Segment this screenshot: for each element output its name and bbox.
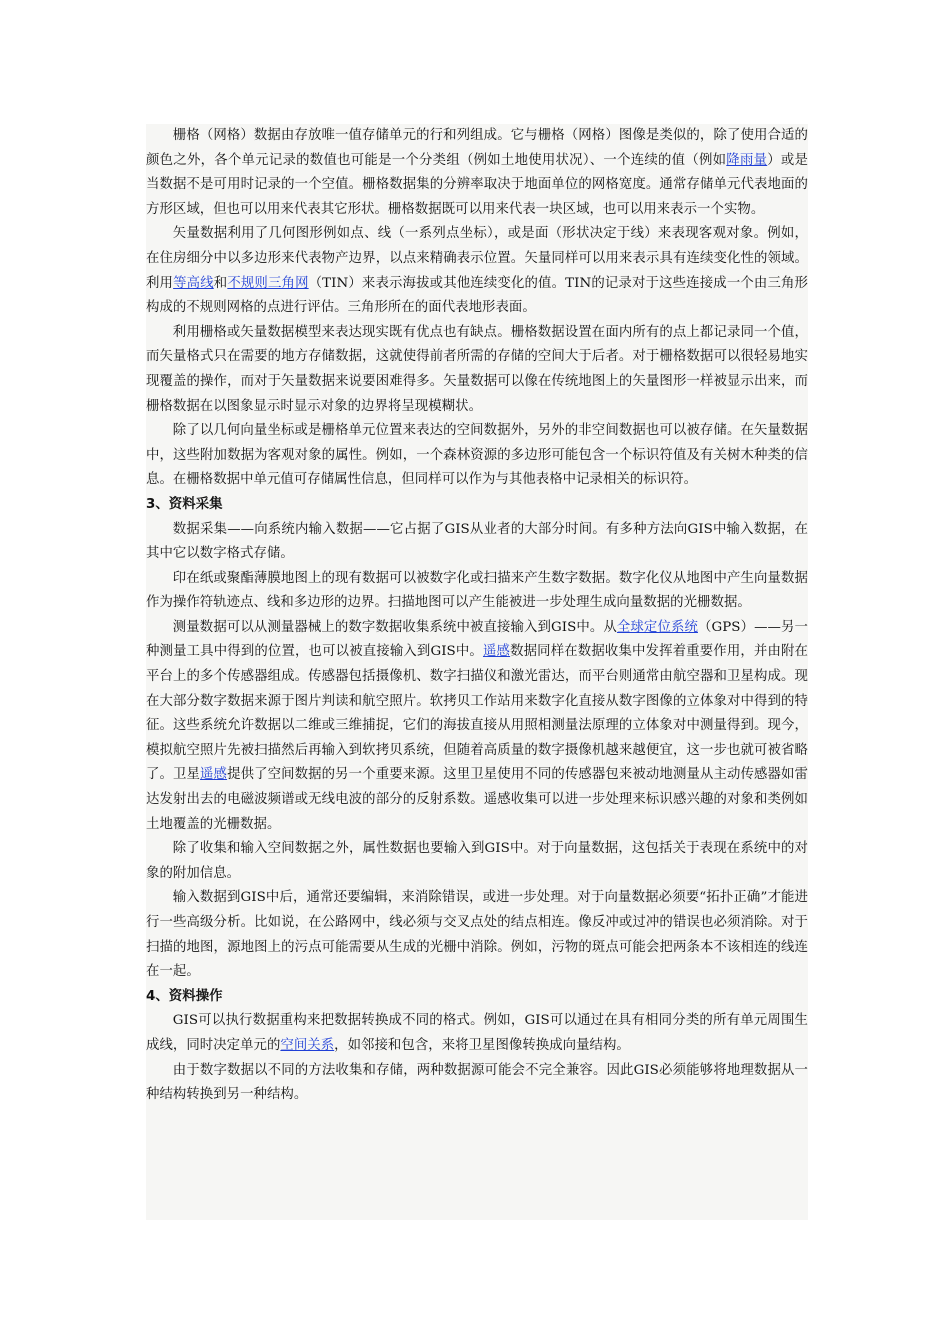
document-page [146,124,808,1220]
text: （GPS）——另一种测量工具中得到的位置，也可以被直接输入到GIS中。 [146,619,808,660]
text: ）或是当数据不是可用时记录的一个空值。栅格数据集的分辨率取决于地面单位的网格宽度。通常存储单元代表地面的方形区域，但也可以用来代表其它形状。栅格数据既可以用来代表一块区域，也可以用来表示一个实物。 [146,152,808,217]
link-gps[interactable]: 全球定位系统 [616,619,698,635]
text: 测量数据可以从测量器械上的数字数据收集系统中被直接输入到GIS中。从 [172,619,617,635]
text: GIS可以执行数据重构来把数据转换成不同的格式。例如，GIS可以通过在具有相同分类的所有单元周围生成线，同时决定单元的 [146,1013,808,1053]
link-spatial-relation[interactable]: 空间关系 [280,1037,335,1053]
paragraph-vector [146,222,808,320]
text: 栅格（网格）数据由存放唯一值存储单元的行和列组成。它与栅格（网格）图像是类似的，除了使用合适的颜色之外，各个单元记录的数值也可能是一个分类组（例如土地使用状况）、一个连续的值（例如 [146,128,808,168]
paragraph-non-spatial: 除了以几何向量坐标或是栅格单元位置来表达的空间数据外，另外的非空间数据也可以被存储。在矢量数据中，这些附加数据为客观对象的属性。例如，一个森林资源的多边形可能包含一个标识符值及有关树木种类的信息。在栅格数据中单元值可存储属性信息，但同样可以作为与其他表格中记录相关的标识符。 [146,423,808,488]
document-body [146,124,808,1108]
link-rainfall[interactable]: 降雨量 [726,152,768,168]
text: 数据同样在数据收集中发挥着重要作用，并由附在平台上的多个传感器组成。传感器包括摄像机、数字扫描仪和激光雷达，而平台则通常由航空器和卫星构成。现在大部分数字数据来源于图片判读和航空照片。软拷贝工作站用来数字化直接从数字图像的立体象对中得到的特征。这些系统允许数据以二维或三维捕捉，它们的海拔直接从用照相测量法原理的立体象对中测量得到。现今，模拟航空照片先被扫描然后再输入到软拷贝系统，但随着高质量的数字摄像机越来越便宜，这一步也就可被省略了。卫星 [146,644,808,783]
paragraph-conversion: 由于数字数据以不同的方法收集和存储，两种数据源可能会不完全兼容。因此GIS必须能够将地理数据从一种结构转换到另一种结构。 [146,1062,808,1103]
link-contour[interactable]: 等高线 [173,275,214,291]
paragraph-capture-intro: 数据采集——向系统内输入数据——它占据了GIS从业者的大部分时间。有多种方法向GIS中输入数据，在其中它以数字格式存储。 [146,521,808,562]
paragraph-editing: 输入数据到GIS中后，通常还要编辑，来消除错误，或进一步处理。对于向量数据必须要“拓扑正确”才能进行一些高级分析。比如说，在公路网中，线必须与交叉点处的结点相连。像反冲或过冲的错误也必须消除。对于扫描的地图，源地图上的污点可能需要从生成的光栅中消除。例如，污物的斑点可能会把两条本不该相连的线连在一起。 [146,890,808,980]
link-remote-sensing[interactable]: 遥感 [482,644,511,660]
section-heading-data-manipulation: 4、资料操作 [146,988,223,1004]
section-heading-data-capture: 3、资料采集 [146,496,223,512]
text: 和 [213,275,228,291]
text: 提供了空间数据的另一个重要来源。这里卫星使用不同的传感器包来被动地测量从主动传感器如雷达发射出去的电磁波频谱或无线电波的部分的反射系数。遥感收集可以进一步处理来标识感兴趣的对象和类例如土地覆盖的光栅数据。 [146,767,808,832]
text: ，如邻接和包含，来将卫星图像转换成向量结构。 [334,1037,630,1053]
paragraph-pros-cons: 利用栅格或矢量数据模型来表达现实既有优点也有缺点。栅格数据设置在面内所有的点上都记录同一个值，而矢量格式只在需要的地方存储数据，这就使得前者所需的存储的空间大于后者。对于栅格数据可以很轻易地实现覆盖的操作，而对于矢量数据来说要困难得多。矢量数据可以像在传统地图上的矢量图形一样被显示出来，而栅格数据在以图象显示时显示对象的边界将呈现模糊状。 [146,324,808,414]
paragraph-attribute: 除了收集和输入空间数据之外，属性数据也要输入到GIS中。对于向量数据，这包括关于表现在系统中的对象的附加信息。 [146,841,808,881]
text: 矢量数据利用了几何图形例如点、线（一系列点坐标），或是面（形状决定于线）来表现客观对象。例如，在住房细分中以多边形来代表物产边界，以点来精确表示位置。矢量同样可以用来表示具有连续变化性的领域。利用 [146,226,808,291]
paragraph-restructure [146,1009,808,1058]
link-remote-sensing-2[interactable]: 遥感 [200,767,228,783]
paragraph-survey [146,616,808,837]
text: （TIN）来表示海拔或其他连续变化的值。TIN的记录对于这些连接成一个由三角形构成的不规则网格的点进行评估。三角形所在的面代表地形表面。 [146,275,808,316]
link-tin[interactable]: 不规则三角网 [227,275,309,291]
paragraph-raster [146,124,808,222]
paragraph-digitize: 印在纸或聚酯薄膜地图上的现有数据可以被数字化或扫描来产生数字数据。数字化仪从地图中产生向量数据作为操作符轨迹点、线和多边形的边界。扫描地图可以产生能被进一步处理生成向量数据的光栅数据。 [146,570,808,611]
